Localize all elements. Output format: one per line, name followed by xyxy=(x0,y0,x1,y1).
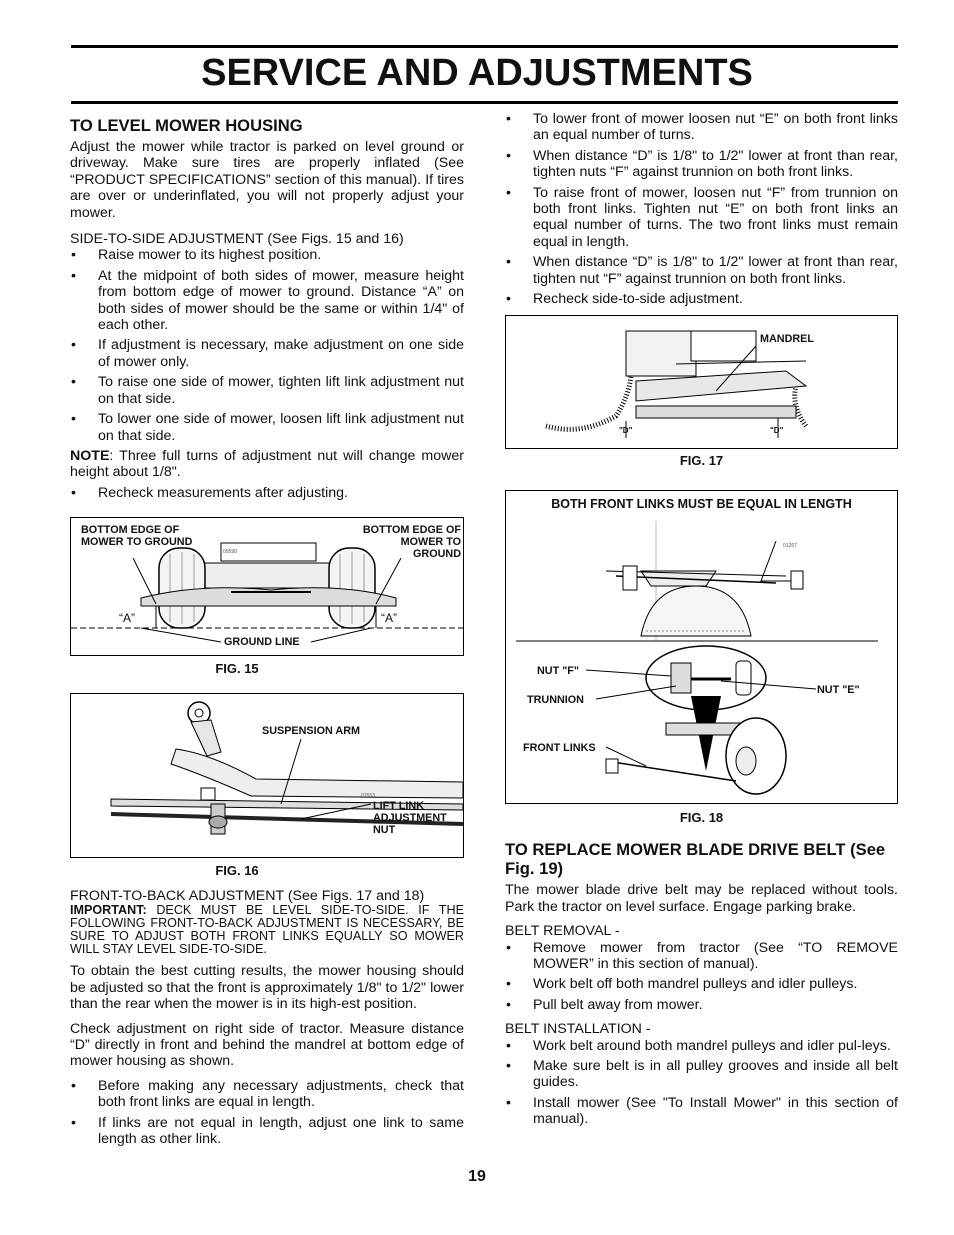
fig18-nut-e: NUT "E" xyxy=(817,683,860,696)
fig18-nut-f: NUT "F" xyxy=(537,664,580,677)
important-note xyxy=(70,904,464,956)
fig17-illustration xyxy=(506,316,897,448)
fig15-label-right: BOTTOM EDGE OF MOWER TO GROUND xyxy=(362,524,461,561)
belt-removal-heading: BELT REMOVAL - xyxy=(505,923,620,940)
fig18-caption: FIG. 18 xyxy=(679,809,724,825)
left-column xyxy=(70,116,464,1151)
side-bullets xyxy=(70,247,464,443)
important-label: IMPORTANT: xyxy=(70,903,147,918)
recheck-bullets xyxy=(70,485,464,501)
belt-heading: TO REPLACE MOWER BLADE DRIVE BELT (See Fig. 19) xyxy=(505,840,886,879)
belt-install-heading: BELT INSTALLATION - xyxy=(505,1021,651,1038)
important-text: DECK MUST BE LEVEL SIDE-TO-SIDE. IF THE FOLLOWING FRONT-TO-BACK ADJUSTMENT IS NECESSARY, BE SURE TO ADJUST BOTH FRONT LINKS EQUALLY SO MOWER WILL STAY LEVEL SIDE-TO-SIDE. xyxy=(70,903,464,957)
figure-18 xyxy=(505,490,898,804)
side-heading: SIDE-TO-SIDE ADJUSTMENT (See Figs. 15 and 16) xyxy=(70,231,404,248)
fig17-d-left: "D" xyxy=(619,426,633,436)
list-item: • Raise mower to its highest position. xyxy=(70,247,464,263)
header-rule-bottom xyxy=(71,101,898,104)
fig18-trunnion: TRUNNION xyxy=(527,693,584,706)
note-text: : Three full turns of adjustment nut will change mower height about 1/8". xyxy=(70,447,464,481)
list-item: • Make sure belt is in all pulley grooves and inside all belt guides. xyxy=(505,1058,898,1091)
fig15-label-left: BOTTOM EDGE OF MOWER TO GROUND xyxy=(81,524,193,549)
fig18-top-label: BOTH FRONT LINKS MUST BE EQUAL IN LENGTH xyxy=(551,496,852,511)
front-paragraph-1: To obtain the best cutting results, the mower housing should be adjusted so that the front is approximately 1/8" to 1/2" lower than the rear when the mower is in its high-est position. xyxy=(70,963,464,1013)
list-item: • Work belt around both mandrel pulleys and idler pul-leys. xyxy=(505,1038,898,1054)
fig15-ground-line: GROUND LINE xyxy=(224,636,300,649)
list-item: • Pull belt away from mower. xyxy=(505,997,898,1013)
belt-install-bullets xyxy=(505,1038,898,1128)
list-item: • Install mower (See "To Install Mower" in this section of manual). xyxy=(505,1095,898,1128)
level-intro: Adjust the mower while tractor is parked on level ground or driveway. Make sure tires are properly inflated (See “PRODUCT SPECIFICATIONS” section of this manual). If tires are over or underinflated, you will not properly adjust your mower. xyxy=(70,139,464,221)
list-item: • When distance “D” is 1/8" to 1/2" lower at front than rear, tighten nuts “F” against trunnion on both front links. xyxy=(505,148,898,181)
fig15-a-left: “A” xyxy=(119,611,135,626)
list-item: • At the midpoint of both sides of mower, measure height from bottom edge of mower to ground. Distance “A” on both sides of mower should be the same or within 1/4" of each other. xyxy=(70,268,464,334)
fig16-lift-link-nut: LIFT LINK ADJUSTMENT NUT xyxy=(373,799,447,836)
fig18-front-links: FRONT LINKS xyxy=(523,741,596,754)
list-item: • When distance “D” is 1/8" to 1/2" lower at front than rear, tighten nut “F” against trunnion on both front links. xyxy=(505,254,898,287)
list-item: • To lower one side of mower, loosen lift link adjustment nut on that side. xyxy=(70,411,464,444)
fig17-caption: FIG. 17 xyxy=(679,453,724,469)
note xyxy=(70,448,464,481)
belt-intro: The mower blade drive belt may be replaced without tools. Park the tractor on level surface. Engage parking brake. xyxy=(505,882,898,915)
page-number: 19 xyxy=(468,1168,486,1185)
list-item: • Recheck measurements after adjusting. xyxy=(70,485,464,501)
list-item: • To lower front of mower loosen nut “E” on both front links an equal number of turns. xyxy=(505,111,898,144)
fig16-caption: FIG. 16 xyxy=(215,862,259,878)
list-item: • To raise front of mower, loosen nut “F” from trunnion on both front links. Tighten nut “E” on both front links an equal number of turns. The two front links must remain equal in length. xyxy=(505,185,898,251)
figure-16 xyxy=(70,693,464,858)
fig18-illustration xyxy=(506,491,897,803)
belt-removal-bullets xyxy=(505,940,898,1014)
list-item: • To raise one side of mower, tighten lift link adjustment nut on that side. xyxy=(70,374,464,407)
level-heading: TO LEVEL MOWER HOUSING xyxy=(70,116,303,135)
right-column xyxy=(505,111,898,1132)
front-heading: FRONT-TO-BACK ADJUSTMENT (See Figs. 17 and 18) xyxy=(70,887,425,904)
fig15-a-right: “A” xyxy=(381,611,397,626)
fig15-caption: FIG. 15 xyxy=(215,661,259,677)
list-item: • If links are not equal in length, adjust one link to same length as other link. xyxy=(70,1115,464,1148)
fig17-mandrel: MANDREL xyxy=(760,333,814,346)
page-title: SERVICE AND ADJUSTMENTS xyxy=(201,52,753,94)
figure-15 xyxy=(70,517,464,656)
list-item: • Before making any necessary adjustments, check that both front links are equal in length. xyxy=(70,1078,464,1111)
fig15-code: 00598 xyxy=(223,549,237,556)
front-bullets-right xyxy=(505,111,898,307)
list-item: • Recheck side-to-side adjustment. xyxy=(505,291,898,307)
list-item: • If adjustment is necessary, make adjustment on one side of mower only. xyxy=(70,337,464,370)
note-label: NOTE xyxy=(70,447,110,464)
front-paragraph-2: Check adjustment on right side of tractor. Measure distance “D” directly in front and behind the mandrel at bottom edge of mower housing as shown. xyxy=(70,1020,464,1070)
header-rule-top xyxy=(71,45,898,48)
fig18-code: 01267 xyxy=(783,542,797,549)
list-item: • Work belt off both mandrel pulleys and idler pulleys. xyxy=(505,976,898,992)
fig16-code: 01553 xyxy=(361,792,375,799)
fig17-d-right: "D" xyxy=(770,426,784,436)
front-bullets-left xyxy=(70,1078,464,1148)
figure-17 xyxy=(505,315,898,449)
fig16-suspension-arm: SUSPENSION ARM xyxy=(262,724,360,737)
list-item: • Remove mower from tractor (See “TO REMOVE MOWER” in this section of manual). xyxy=(505,940,898,973)
